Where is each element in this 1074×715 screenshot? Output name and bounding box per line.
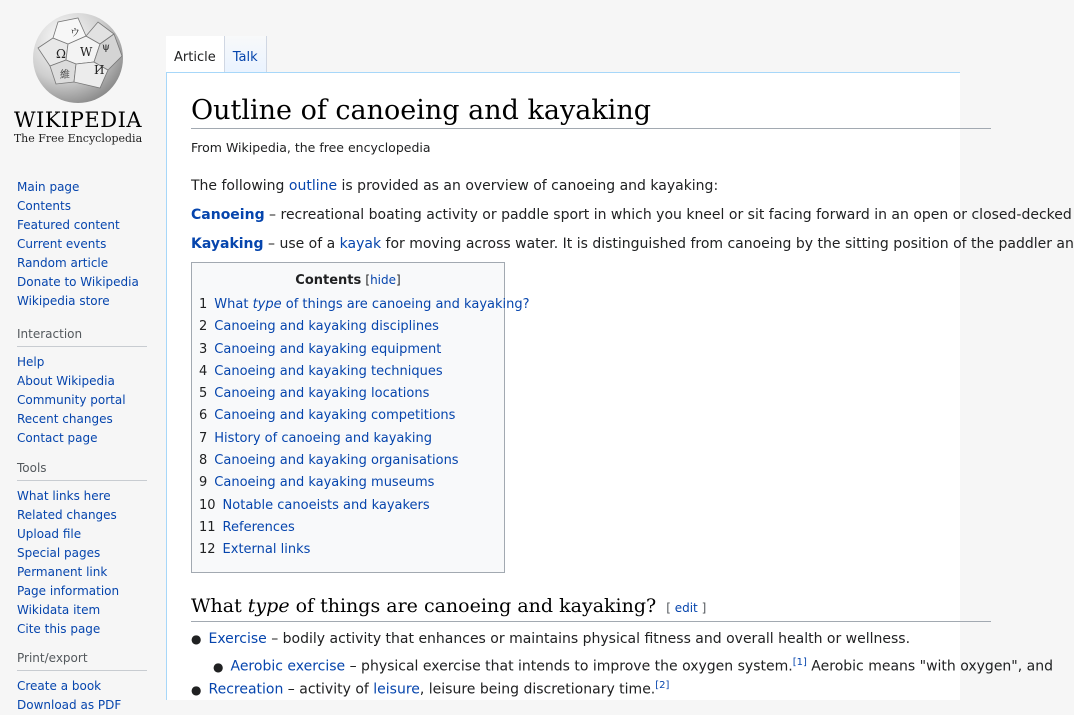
leisure-link[interactable]: leisure: [373, 681, 420, 698]
page-title: Outline of canoeing and kayaking: [191, 95, 991, 129]
toc-number: 1: [199, 297, 208, 312]
section-heading: [191, 595, 991, 622]
toc-link[interactable]: History of canoeing and kayaking: [214, 430, 433, 446]
intro-paragraph: [191, 178, 718, 194]
toc-number: 4: [199, 363, 208, 379]
namespace-tabs: [166, 36, 267, 72]
toc-number: 12: [199, 542, 216, 558]
toc-link-pre: What: [214, 297, 253, 312]
aerobic-exercise-link[interactable]: Aerobic exercise: [230, 658, 346, 675]
citation-link[interactable]: [2]: [655, 680, 670, 691]
toc-link[interactable]: [214, 297, 529, 312]
nav-create-a-book[interactable]: Create a book: [17, 679, 102, 693]
list-item-text: – bodily activity that enhances or maintains physical fitness and overall health or wellness.: [266, 631, 911, 647]
nav-permanent-link[interactable]: Permanent link: [17, 565, 108, 579]
table-of-contents: [191, 262, 530, 573]
nav-main-page[interactable]: Main page: [17, 180, 80, 194]
recreation-link[interactable]: Recreation: [208, 681, 284, 698]
bullet-icon: ●: [191, 632, 202, 646]
wikipedia-wordmark: WIKIPEDIA: [13, 108, 143, 132]
toc-item[interactable]: [199, 408, 530, 430]
nav-upload-file[interactable]: Upload file: [17, 527, 82, 541]
kayak-link[interactable]: kayak: [339, 236, 382, 252]
toc-link[interactable]: Canoeing and kayaking techniques: [214, 363, 443, 379]
toc-item[interactable]: [199, 319, 530, 341]
nav-recent-changes[interactable]: Recent changes: [17, 412, 113, 426]
section-edit-link[interactable]: edit: [674, 601, 698, 615]
nav-current-events[interactable]: Current events: [17, 237, 107, 251]
toc-link[interactable]: Canoeing and kayaking museums: [214, 475, 435, 491]
tools-portal: [17, 461, 147, 639]
intro-text-post: is provided as an overview of canoeing and kayaking:: [337, 178, 719, 194]
wikipedia-tagline: The Free Encyclopedia: [13, 132, 143, 145]
bullet-icon: ●: [213, 659, 224, 674]
wikipedia-globe-icon: [28, 8, 128, 106]
print-export-heading: Print/export: [17, 651, 147, 671]
toc-link-post: of things are canoeing and kayaking?: [281, 297, 530, 312]
nav-help[interactable]: Help: [17, 355, 45, 369]
list-item-text: – physical exercise that intends to improve the oxygen system.: [345, 658, 793, 675]
nav-featured-content[interactable]: Featured content: [17, 218, 120, 232]
nav-community-portal[interactable]: Community portal: [17, 393, 126, 407]
nav-wikidata-item[interactable]: Wikidata item: [17, 603, 101, 617]
exercise-link[interactable]: Exercise: [208, 631, 267, 647]
nav-page-information[interactable]: Page information: [17, 584, 120, 598]
svg-text:W: W: [80, 45, 93, 59]
nav-related-changes[interactable]: Related changes: [17, 508, 117, 522]
canoeing-definition: [191, 207, 1072, 223]
nav-about-wikipedia[interactable]: About Wikipedia: [17, 374, 115, 388]
tab-talk[interactable]: Talk: [225, 36, 267, 72]
toc-number: 8: [199, 453, 208, 469]
nav-contents[interactable]: Contents: [17, 199, 71, 213]
toc-number: 5: [199, 386, 208, 402]
toc-link[interactable]: Canoeing and kayaking organisations: [214, 453, 459, 469]
svg-text:維: 維: [60, 70, 70, 81]
toc-hide-toggle[interactable]: [hide]: [365, 273, 401, 287]
toc-item[interactable]: [199, 364, 530, 386]
list-item-text: , leisure being discretionary time.: [419, 681, 656, 698]
kayaking-link[interactable]: [191, 236, 264, 252]
toc-link[interactable]: Canoeing and kayaking locations: [214, 386, 430, 402]
list-item: [191, 680, 669, 698]
toc-item[interactable]: [199, 342, 530, 364]
citation-link[interactable]: [1]: [792, 657, 807, 668]
kayaking-definition: [191, 236, 1074, 252]
toc-item[interactable]: [199, 431, 530, 453]
nav-random-article[interactable]: Random article: [17, 256, 109, 270]
toc-number: 10: [199, 497, 216, 513]
nav-cite-this-page[interactable]: Cite this page: [17, 622, 101, 636]
nav-donate[interactable]: Donate to Wikipedia: [17, 275, 139, 289]
toc-link[interactable]: Canoeing and kayaking competitions: [214, 408, 456, 424]
toc-number: 6: [199, 408, 208, 424]
list-item: [213, 657, 1053, 675]
toc-item[interactable]: [199, 542, 530, 564]
wikipedia-logo[interactable]: [0, 0, 160, 160]
toc-number: 11: [199, 519, 216, 535]
toc-number: 2: [199, 319, 208, 335]
interaction-heading: Interaction: [17, 327, 147, 347]
navigation-portal: [17, 178, 147, 311]
toc-heading: Contents: [295, 273, 362, 288]
toc-link[interactable]: External links: [222, 542, 311, 558]
toc-link[interactable]: Notable canoeists and kayakers: [222, 497, 430, 513]
svg-text:И: И: [94, 63, 105, 77]
toc-link[interactable]: References: [222, 519, 295, 535]
svg-text:ψ: ψ: [102, 42, 110, 53]
toc-number: 9: [199, 475, 208, 491]
section-heading-em: type: [247, 595, 290, 617]
toc-link[interactable]: Canoeing and kayaking disciplines: [214, 319, 439, 335]
toc-hide-link[interactable]: hide: [370, 273, 397, 287]
nav-download-as-pdf[interactable]: Download as PDF: [17, 698, 122, 712]
canoeing-definition-text: – recreational boating activity or paddle sport in which you kneel or sit facing forward in an open or closed-decked: [264, 207, 1072, 223]
list-item-text: – activity of: [283, 681, 374, 698]
nav-what-links-here[interactable]: What links here: [17, 489, 111, 503]
toc-list: [199, 297, 530, 565]
kayaking-term: Kayaking: [191, 236, 264, 252]
nav-special-pages[interactable]: Special pages: [17, 546, 101, 560]
toc-item[interactable]: [199, 520, 530, 542]
kayaking-text-post: for moving across water. It is distinguished from canoeing by the sitting position of the paddler an: [381, 236, 1074, 252]
list-item: [191, 631, 910, 647]
canoeing-term: Canoeing: [191, 207, 265, 223]
canoeing-link[interactable]: [191, 207, 265, 223]
nav-wikipedia-store[interactable]: Wikipedia store: [17, 294, 110, 308]
section-heading-post: of things are canoeing and kayaking?: [289, 595, 657, 617]
bullet-icon: ●: [191, 682, 202, 697]
article-content: [166, 72, 1074, 700]
interaction-portal: [17, 327, 147, 448]
section-heading-pre: What: [191, 595, 248, 617]
kayaking-text-pre: – use of a: [263, 236, 340, 252]
toc-link-em: type: [252, 297, 282, 312]
toc-item[interactable]: [199, 475, 530, 497]
toc-item[interactable]: [199, 498, 530, 520]
outline-link[interactable]: outline: [288, 178, 338, 194]
toc-number: 7: [199, 430, 208, 446]
toc-item[interactable]: [199, 297, 530, 319]
tab-article[interactable]: Article: [166, 36, 225, 72]
nav-contact-page[interactable]: Contact page: [17, 431, 98, 445]
tools-heading: Tools: [17, 461, 147, 481]
section-edit-control: [ edit ]: [666, 601, 707, 615]
intro-text-pre: The following: [191, 178, 289, 194]
toc-title: [192, 273, 504, 288]
site-subtitle: From Wikipedia, the free encyclopedia: [191, 140, 431, 155]
toc-number: 3: [199, 341, 208, 357]
toc-item[interactable]: [199, 386, 530, 408]
svg-text:Ω: Ω: [56, 47, 66, 61]
print-export-portal: [17, 651, 147, 715]
svg-text:ウ: ウ: [70, 28, 80, 39]
toc-link[interactable]: Canoeing and kayaking equipment: [214, 341, 442, 357]
toc-item[interactable]: [199, 453, 530, 475]
list-item-text-tail: Aerobic means "with oxygen", and: [806, 658, 1053, 675]
